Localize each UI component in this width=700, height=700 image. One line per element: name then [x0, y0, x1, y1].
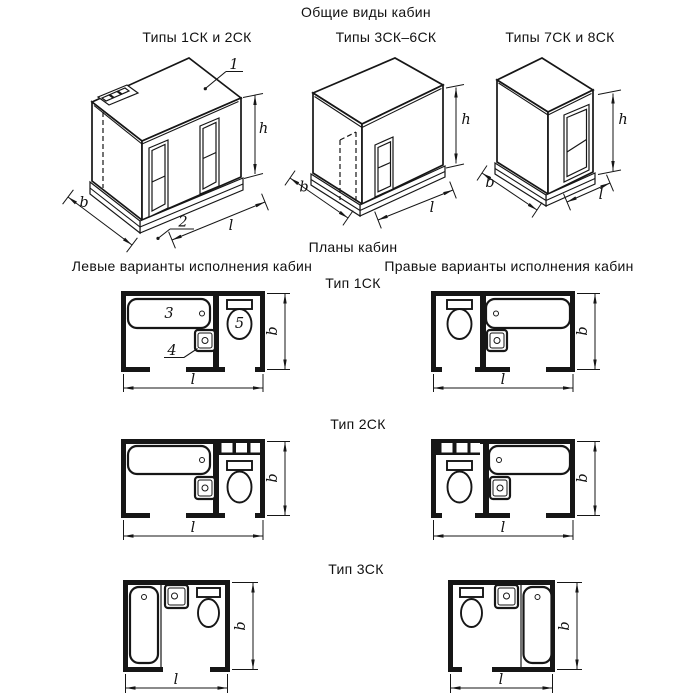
dim-length-label: l	[598, 187, 604, 203]
door-opening-right	[200, 118, 219, 194]
dim-width-label: b	[233, 621, 249, 631]
dim-length-label: l	[500, 372, 506, 388]
dim-width-b	[265, 294, 290, 370]
right-variants-title: Правые варианты исполнения кабин	[384, 258, 634, 274]
door-opening	[375, 137, 393, 197]
plan-row-label-2sk: Тип 2СК	[330, 416, 386, 432]
isometric-view-types-1sk-2sk	[63, 57, 269, 252]
dim-width-b	[557, 583, 582, 670]
door-opening-left	[149, 140, 168, 217]
dim-height-h	[243, 94, 268, 179]
view-label-3sk-6sk: Типы 3СК–6СК	[335, 29, 437, 45]
dim-length-l	[434, 372, 574, 392]
dim-length-label: l	[190, 372, 196, 388]
dim-length-label: l	[500, 520, 506, 536]
view-label-7sk-8sk: Типы 7СК и 8СК	[505, 29, 615, 45]
washbasin	[165, 585, 188, 608]
toilet	[447, 461, 472, 503]
toilet	[197, 588, 220, 627]
bathtub	[524, 587, 552, 663]
dim-length-label: l	[173, 672, 179, 688]
callout-base-number: 2	[178, 214, 188, 231]
dim-height-label: h	[461, 112, 471, 128]
washbasin	[195, 330, 215, 351]
isometric-view-types-7sk-8sk	[477, 58, 628, 218]
plan-row-label-3sk: Тип 3СК	[328, 561, 384, 577]
dim-width-label: b	[575, 326, 591, 336]
dim-length-l	[124, 372, 264, 392]
dim-width-label: b	[575, 473, 591, 483]
dim-length-l	[451, 672, 553, 693]
dim-width-label: b	[265, 473, 281, 483]
dim-width-label: b	[265, 326, 281, 336]
callout-roof-number: 1	[229, 57, 239, 73]
plan-1sk-right	[431, 291, 600, 392]
dim-width-b	[575, 442, 600, 516]
plans-title: Планы кабин	[308, 239, 398, 255]
dim-length-label: l	[429, 200, 435, 216]
dim-length-l	[124, 520, 264, 540]
dim-width-b	[575, 294, 600, 370]
bathtub	[130, 587, 158, 663]
page-title: Общие виды кабин	[301, 4, 431, 20]
dim-width-b	[232, 583, 258, 670]
dim-height-h	[598, 90, 628, 175]
plan-3sk-left	[123, 580, 258, 693]
toilet	[460, 588, 483, 627]
callout-bathtub-number: 3	[164, 306, 174, 322]
dim-width-label: b	[557, 621, 573, 631]
dim-length-label: l	[190, 520, 196, 536]
dim-length-label: l	[498, 672, 504, 688]
plan-3sk-right	[448, 580, 582, 693]
bathtub	[128, 446, 210, 474]
dim-width-b	[265, 442, 290, 516]
left-variants-title: Левые варианты исполнения кабин	[71, 258, 313, 274]
plan-row-label-1sk: Тип 1СК	[325, 275, 381, 291]
washbasin	[195, 477, 215, 499]
toilet	[447, 300, 472, 339]
dim-length-l	[434, 520, 574, 540]
dim-height-label: h	[258, 121, 269, 137]
dim-height-label: h	[618, 112, 628, 128]
callout-washbasin-number: 4	[167, 343, 177, 359]
washbasin	[487, 330, 507, 351]
washbasin	[490, 477, 510, 499]
dim-length-l	[126, 672, 228, 693]
washbasin	[495, 585, 518, 608]
isometric-view-types-3sk-6sk	[285, 58, 471, 228]
plan-2sk-left	[121, 439, 290, 540]
plan-2sk-right	[431, 439, 600, 540]
dim-height-h	[446, 85, 471, 169]
callout-toilet-number: 5	[234, 316, 245, 332]
toilet	[227, 461, 252, 503]
door-opening	[564, 105, 589, 183]
dim-length-label: l	[228, 218, 234, 234]
dim-width-label: b	[79, 195, 89, 211]
callout-washbasin	[164, 343, 198, 359]
plan-1sk-left	[121, 291, 290, 392]
dim-width-label: b	[485, 175, 495, 191]
view-label-1sk-2sk: Типы 1СК и 2СК	[142, 29, 252, 45]
dim-width-label: b	[299, 179, 309, 196]
